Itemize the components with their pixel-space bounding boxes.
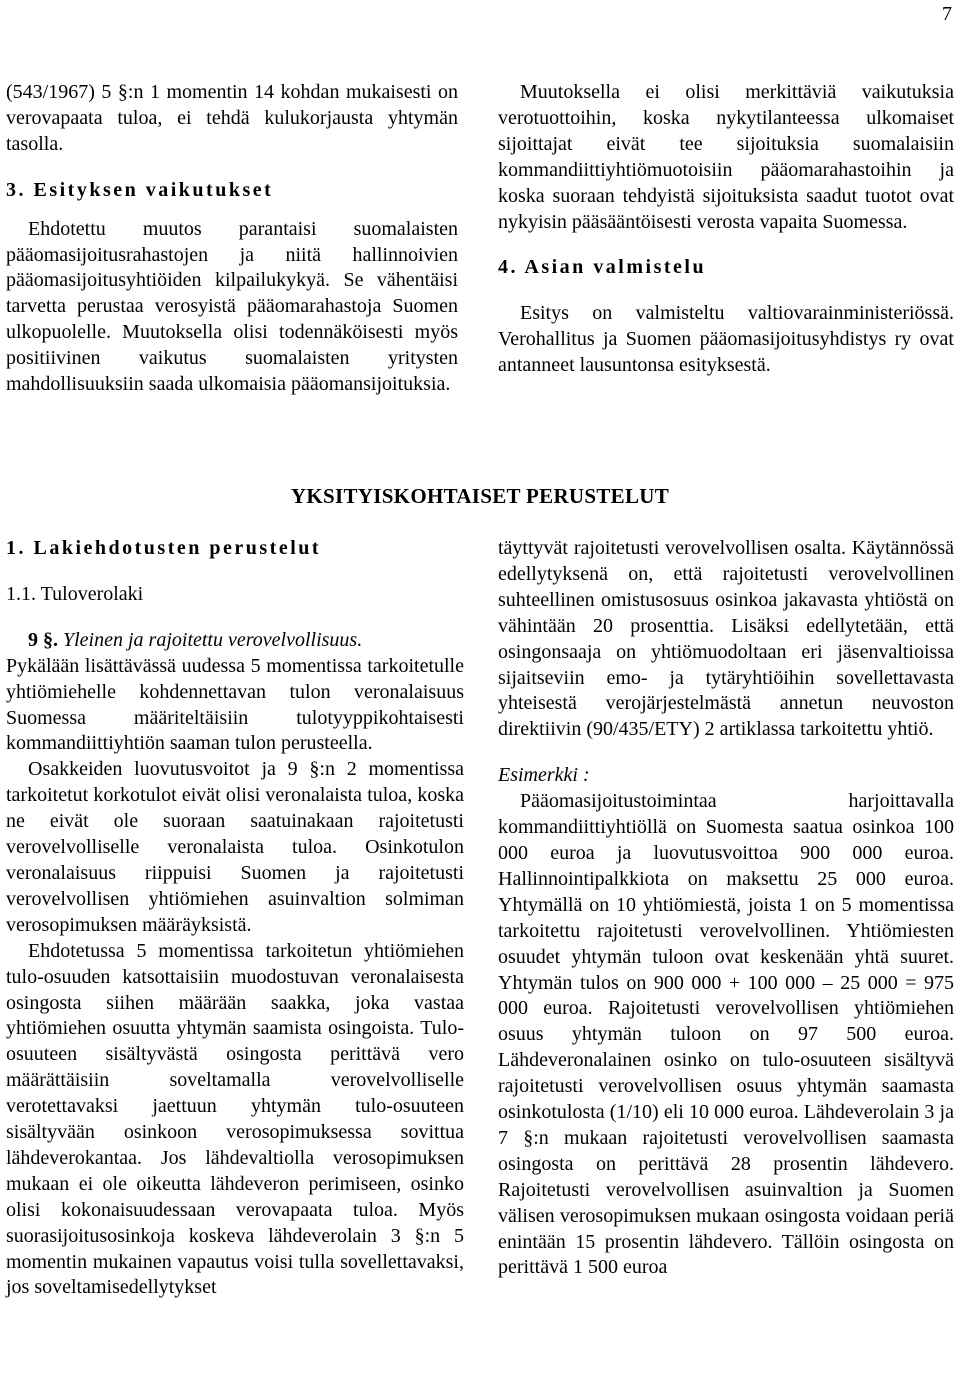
example-label: Esimerkki :: [498, 764, 590, 787]
preparation-paragraph: Esitys on valmisteltu valtiovarainministeriössä. Verohallitus ja Suomen pääomasijoitusyhdistys ry ovat antanneet lausuntonsa esityksestä.: [498, 302, 954, 377]
bottom-right-column: [498, 536, 954, 1281]
section-number: 9 §.: [28, 628, 58, 651]
section-heading-3: 3. Esityksen vaikutukset: [6, 178, 274, 201]
top-right-column: [498, 80, 954, 379]
page-number: 7: [942, 3, 952, 25]
law-proposals-heading: 1. Lakiehdotusten perustelut: [6, 537, 322, 559]
paragraph-3: Ehdotetussa 5 momentissa tarkoitetun yhtiömiehen tulo-osuuden katsottaisiin muodostuvan veronalaisesta osingosta siihen määrään saakka, joka vastaa yhtiömiehen osuutta yhtymän saamista osingoista. Tulo-osuuteen sisältyvästä osingosta perittävä vero määrättäisiin soveltamalla verovelvolliselle verotettavaksi jaettuun yhtymän tulo-osuuteen sisältyvään osinkoon verosopimuksessa sovittua lähdeverokantaa. Jos lähdevaltiolla verosopimuksen mukaan ei ole oikeutta lähdeveron perimiseen, osinko olisi kokonaisuudessaan verovapaata tuloa. Myös suorasijoitusosinkoja koskeva lähdeverolain 3 §:n 5 momentin mukainen vapautus voisi tulla sovellettavaksi, jos soveltamisedellytykset: [6, 939, 464, 1299]
effects-paragraph: Ehdotettu muutos parantaisi suomalaisten pääomasijoitusrahastojen ja niitä hallinnoivien pääomasijoitusyhtiöiden kilpailukykyä. Se vähentäisi tarvetta perustaa verosyistä pääomarahastoja Suomen ulkopuolelle. Muutoksella olisi todennäköisesti myös positiivinen vaikutus suomalaisten yritysten mahdollisuuksiin saada ulkomaisia pääomansijoituksia.: [6, 217, 458, 396]
section-heading-4: 4. Asian valmistelu: [498, 256, 707, 279]
section-9-heading: [6, 628, 464, 654]
income-tax-act-heading: 1.1. Tuloverolaki: [6, 582, 144, 605]
intro-paragraph: (543/1967) 5 §:n 1 momentin 14 kohdan mukaisesti on verovapaata tuloa, ei tehdä kulukorjausta yhtymän tasolla.: [6, 81, 458, 155]
top-left-column: [6, 80, 458, 398]
example-paragraph: Pääomasijoitustoimintaa harjoittavalla kommandiittiyhtiöllä on Suomesta saatua osinkoa 100 000 euroa ja luovutusvoittoa 900 000 euroa. Hallinnointipalkkiota on maksettu 25 000 euroa. Yhtymällä on 10 yhtiömiestä, joista 1 on 5 momentissa tarkoitettu rajoitetusti verovelvollinen. Yhtiömiesten osuudet yhtymän tuloon ovat keskenään yhtä suuret. Yhtymän tulos on 900 000 + 100 000 – 25 000 = 975 000 euroa. Rajoitetusti verovelvollisen yhtiömiehen osuus yhtymän tuloon on 97 500 euroa. Lähdeveronalainen osinko on tulo-osuuteen sisältyvä rajoitetusti verovelvollisen osuus yhtymän saamasta osinkotulosta (1/10) eli 10 000 euroa. Lähdeverolain 3 ja 7 §:n mukaan rajoitetusti verovelvollisen saamasta osingosta on perittävä 28 prosentin lähdevero. Rajoitetusti verovelvollisen asuinvaltion ja Suomen välisen verosopimuksen mukaan osingosta voidaan periä enintään 15 prosentin lähdevero. Tällöin osingosta on perittävä 1 500 euroa: [498, 790, 954, 1279]
bottom-left-column: [6, 536, 464, 1301]
paragraph-continued: täyttyvät rajoitetusti verovelvollisen osalta. Käytännössä edellytyksenä on, että rajoitetusti verovelvollinen suhteellinen omistusosuus osinkoa jakavasta yhtiöstä on vähintään 20 prosenttia. Lisäksi edellytetään, että osingonsaaja on yhtiömuodoltaan eri jäsenvaltioissa sijaitseviin emo- ja tytäryhtiöihin sovellettavasta yhteisestä verojärjestelmästä annetun neuvoston direktiivin (90/435/ETY) 2 artiklassa tarkoitettu yhtiö.: [498, 537, 954, 741]
paragraph-2: Osakkeiden luovutusvoitot ja 9 §:n 2 momentissa tarkoitetut korkotulot eivät olisi veronalaista tuloa, koska ne eivät ole suoraan saatuinakaan rajoitetusti verovelvolliselle veronalaista tuloa. Osinkotulon veronalaisuus riippuisi Suomen ja rajoitetusti verovelvollisen yhtiömiehen asuinvaltion solmiman verosopimuksen määräyksistä.: [6, 758, 464, 936]
section-title: Yleinen ja rajoitettu verovelvollisuus.: [63, 628, 363, 651]
tax-revenue-paragraph: Muutoksella ei olisi merkittäviä vaikutuksia verotuottoihin, koska nykytilanteessa ulkomaiset sijoittajat eivät tee sijoituksia suomalaisiin kommandiittiyhtiömuotoisiin pääomarahastoihin ja koska suoraan tehdyistä sijoituksista saadut tuotot ovat nykyisin pääsääntöisesti verosta vapaita Suomessa.: [498, 81, 954, 233]
detailed-grounds-heading: YKSITYISKOHTAISET PERUSTELUT: [290, 484, 670, 508]
paragraph-1: Pykälään lisättävässä uudessa 5 momentissa tarkoitetulle yhtiömiehelle kohdennettavan tulon veronalaisuus Suomessa määriteltäisiin tulotyyppikohtaisesti kommandiittiyhtiön saaman tulon perusteella.: [6, 654, 464, 755]
